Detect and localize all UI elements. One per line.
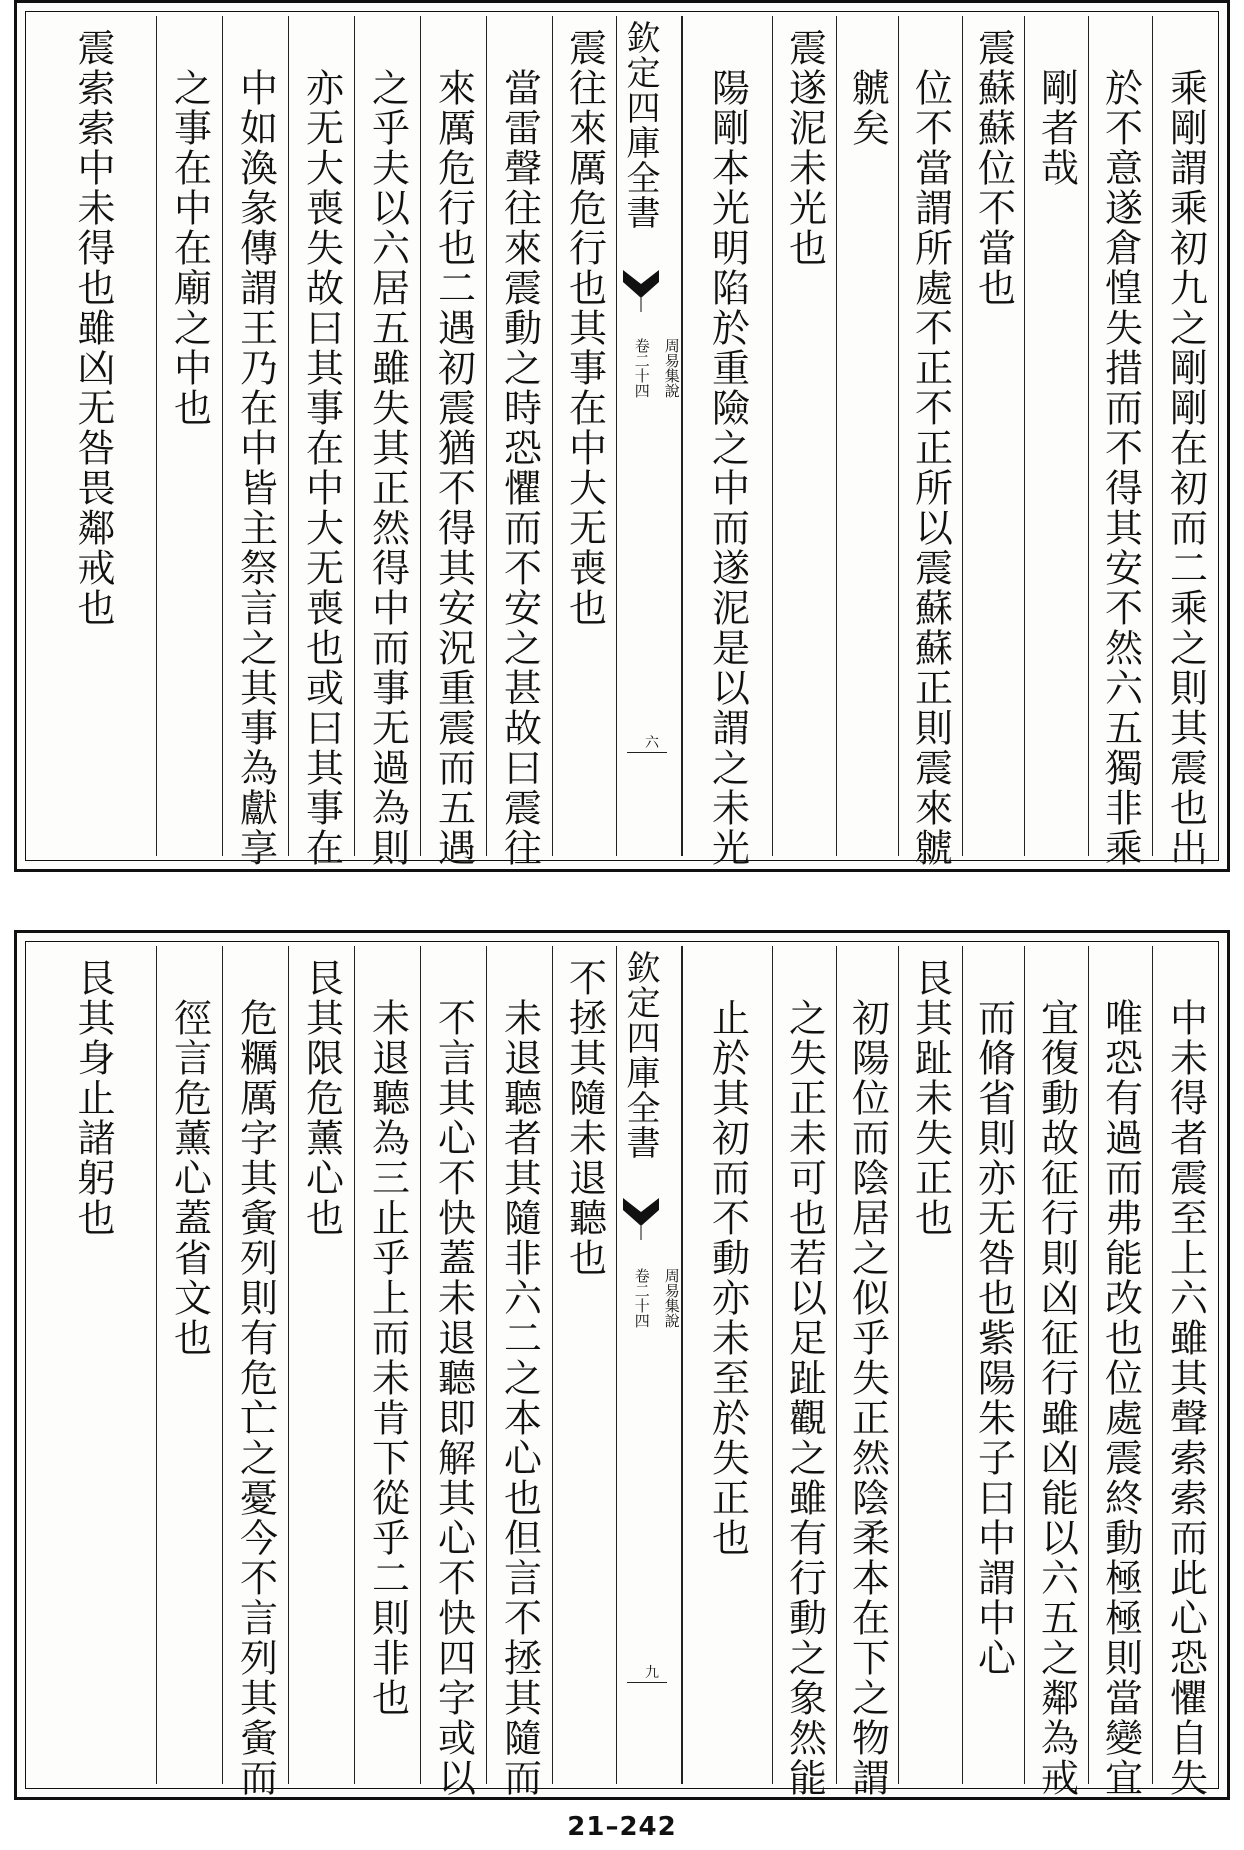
text-column: 亦无大喪失故曰其事在中大无喪也或曰其事在: [288, 16, 354, 856]
text-column: 虩矣: [836, 16, 898, 856]
text-column: 乘剛謂乘初九之剛剛在初而二乘之則其震也出: [1152, 16, 1218, 856]
leaf-number: 九: [645, 1665, 659, 1681]
text-column: 於不意遂倉惶失措而不得其安不然六五獨非乘: [1088, 16, 1152, 856]
text-column: 初陽位而陰居之似乎失正然陰柔本在下之物謂: [836, 946, 898, 1784]
leaf-number: 六: [645, 735, 659, 751]
book-name: 周易集說: [662, 1268, 681, 1328]
text-column: 之失正未可也若以足趾觀之雖有行動之象然能: [772, 946, 836, 1784]
text-column: 中如渙彖傳謂王乃在中皆主祭言之其事為獻享: [222, 16, 288, 856]
text-column: 剛者哉: [1024, 16, 1088, 856]
text-column: 宜復動故征行則凶征行雖凶能以六五之鄰為戒: [1024, 946, 1088, 1784]
text-column: 震遂泥未光也: [772, 16, 836, 856]
center-fold: [616, 16, 682, 856]
top-page-frame: [25, 11, 1219, 868]
fish-tail-mark-icon: [621, 1196, 661, 1240]
book-title: 欽定四庫全書: [620, 950, 660, 1160]
volume-number: 卷二十四: [632, 1268, 651, 1328]
text-column: 不拯其隨未退聽也: [552, 946, 616, 1784]
book-name: 周易集說: [662, 338, 681, 398]
text-column: 艮其限危薰心也: [288, 946, 354, 1784]
center-fold: [616, 946, 682, 1784]
text-column: 而脩省則亦无咎也紫陽朱子曰中謂中心: [962, 946, 1024, 1784]
page-number: 21–242: [567, 1812, 677, 1842]
text-column: 止於其初而不動亦未至於失正也: [682, 946, 772, 1784]
divider: [627, 1682, 667, 1683]
text-column: 震往來厲危行也其事在中大无喪也: [552, 16, 616, 856]
book-title: 欽定四庫全書: [620, 20, 660, 230]
text-column: 唯恐有過而弗能改也位處震終動極極則當變宜: [1088, 946, 1152, 1784]
text-column: 當雷聲往來震動之時恐懼而不安之甚故曰震往: [486, 16, 552, 856]
text-column: 中未得者震至上六雖其聲索索而此心恐懼自失: [1152, 946, 1218, 1784]
text-column: 震索索中未得也雖凶无咎畏鄰戒也: [71, 28, 115, 628]
text-column: 艮其身止諸躬也: [71, 958, 115, 1238]
text-column: 來厲危行也二遇初震猶不得其安況重震而五遇: [420, 16, 486, 856]
text-column: 不言其心不快蓋未退聽即解其心不快四字或以: [420, 946, 486, 1784]
divider: [627, 752, 667, 753]
text-column: 危糲厲字其夤列則有危亡之憂今不言列其夤而: [222, 946, 288, 1784]
volume-number: 卷二十四: [632, 338, 651, 398]
bottom-page-frame: [25, 941, 1219, 1798]
top-page: [14, 0, 1230, 872]
text-column: 位不當謂所處不正不正所以震蘇蘇正則震來虩: [898, 16, 962, 856]
bottom-page: [14, 930, 1230, 1800]
text-column: 未退聽者其隨非六二之本心也但言不拯其隨而: [486, 946, 552, 1784]
text-column: 艮其趾未失正也: [898, 946, 962, 1784]
text-column: 震蘇蘇位不當也: [962, 16, 1024, 856]
fish-tail-mark-icon: [621, 268, 661, 312]
text-column: 陽剛本光明陷於重險之中而遂泥是以謂之未光: [682, 16, 772, 856]
text-column: 未退聽為三止乎上而未肯下從乎二則非也: [354, 946, 420, 1784]
text-column: 之乎夫以六居五雖失其正然得中而事无過為則: [354, 16, 420, 856]
text-column: 之事在中在廟之中也: [156, 16, 222, 856]
text-column: 徑言危薰心蓋省文也: [156, 946, 222, 1784]
